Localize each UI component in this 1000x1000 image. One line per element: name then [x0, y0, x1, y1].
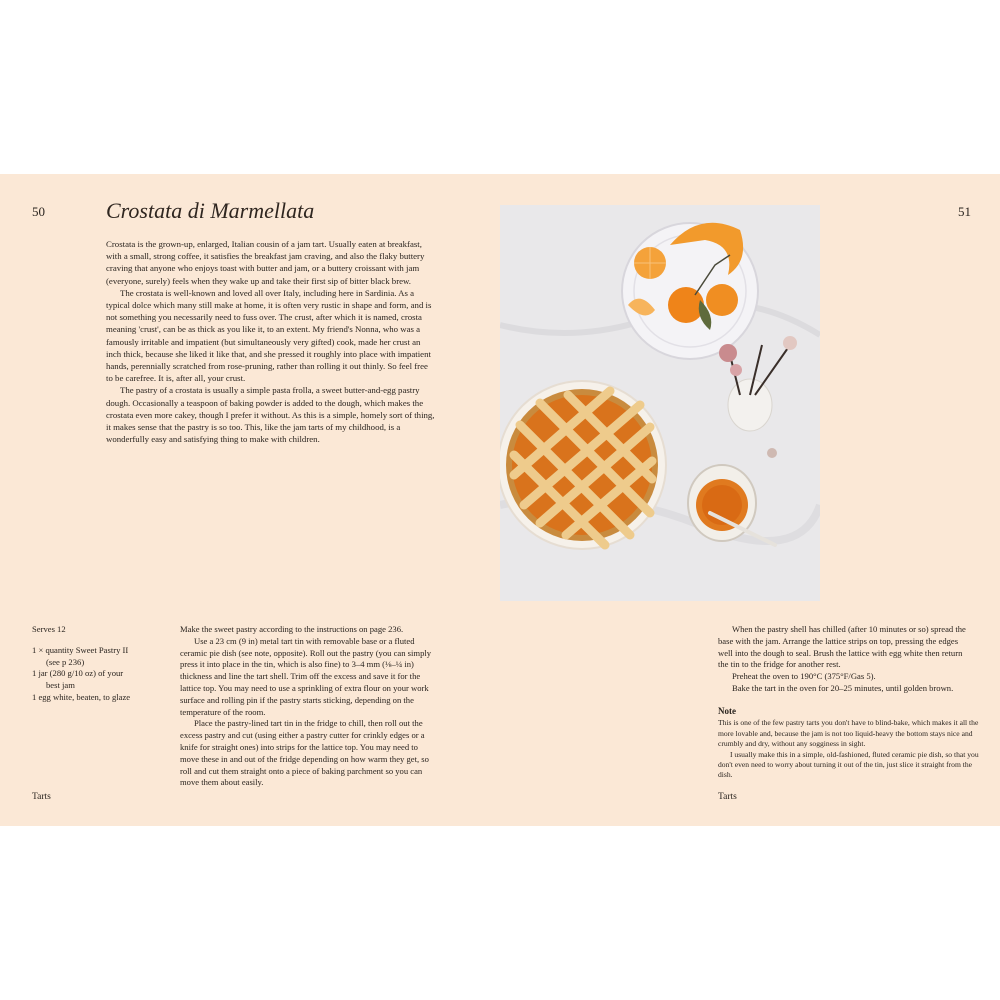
method-step: Place the pastry-lined tart tin in the fridge to chill, then roll out the excess pastry and cut (using either a pastry cutter for crinkly edges or a knife for straight ones) into strips for the lattice top. You may need to move these in and out of the fridge depending on how warm they get, so roll and cut them straight onto a piece of baking parchment so you can move them about easily.: [180, 718, 429, 788]
serves-label: Serves 12: [32, 624, 66, 634]
intro-paragraph: The pastry of a crostata is usually a simple pasta frolla, a sweet butter-and-egg pastry dough. Occasionally a teaspoon of baking powder is added to the dough, which makes the crostata even more cakey, though I prefer it without. As this is a simple, homely sort of thing, it makes sense that the pastry is so too. This, like the jam tarts of my childhood, is a wonderfully easy and satisfying thing to make with children.: [106, 385, 435, 445]
method-step: Use a 23 cm (9 in) metal tart tin with removable base or a fluted ceramic pie dish (see note, opposite). Roll out the pastry (you can simply press it into place in the tin, which is also fine) to 3–4 mm (⅛–¼ in) thickness and line the tart shell. Trim off the excess and save it for the lattice top. You may need to use a sprinkling of extra flour on your work surface and rolling pin if the pastry starts sticking, depending on the temperature of the room.: [180, 635, 432, 717]
intro-paragraph: Crostata is the grown-up, enlarged, Italian cousin of a jam tart. Usually eaten at breakfast, with a small, strong coffee, it satisfies the breakfast jam craving, and also the flaky buttery craving that anyone who enjoys toast with butter and jam, or a buttery croissant with jam (everyone, surely) feels when they wake up and take their first sip of bitter black brew.: [106, 239, 425, 286]
method-step: Preheat the oven to 190°C (375°F/Gas 5).: [732, 671, 876, 682]
ingredient-item: 1 jar (280 g/10 oz) of your best jam: [32, 668, 124, 691]
tangerine-plate: [622, 223, 758, 359]
tart-photo: [500, 205, 820, 601]
method-step: Make the sweet pastry according to the instructions on page 236.: [180, 624, 404, 634]
note-paragraph: I usually make this in a simple, old-fashioned, fluted ceramic pie dish, so that you don't even need to worry about turning it out of the tin, just slice it straight from the dish.: [718, 749, 979, 780]
note-block: [718, 706, 980, 781]
right-footer: Tarts: [718, 792, 737, 802]
ingredient-item: 1 × quantity Sweet Pastry II (see p 236): [32, 644, 129, 667]
recipe-title: Crostata di Marmellata: [106, 198, 315, 223]
left-page-number: 50: [32, 204, 45, 219]
method-step: Bake the tart in the oven for 20–25 minutes, until golden brown.: [732, 682, 954, 693]
note-paragraph: This is one of the few pastry tarts you don't have to blind-bake, which makes it all the more lovable and, because the jam is not too liquid-heavy the bottom stays nice and crumbly and dry, without any sogginess in sight.: [718, 718, 979, 749]
method-left: [180, 624, 432, 789]
intro-paragraph: The crostata is well-known and loved all over Italy, including here in Sardinia. As a typical dolce which many still make at home, it is often very rustic in shape and form, and is not something you necessarily need to fuss over. The crust, after which it is named, crosta meaning 'crust', can be as thick as you like it, to an extent. My friend's Nonna, who was a famously irritable and impatient (but simultaneously very gifted) cook, made her crust an inch thick, because she liked it like that, and she pressed it roughly into place with impatient hands, perennially scratched from rose-pruning, rather than rolling it out thinly. So feel free to be carefree. It is, after all, your crust.: [106, 287, 432, 384]
method-step: When the pastry shell has chilled (after 10 minutes or so) spread the base with the jam. Arrange the lattice strips on top, pressing the edges well into the dough to seal. Brush the lattice with egg white then return the tin to the fridge for another rest.: [718, 624, 966, 670]
crostata-tart: [500, 381, 666, 549]
tart-photo-illustration: [500, 205, 820, 601]
ingredient-item: 1 egg white, beaten, to glaze: [32, 691, 131, 702]
note-heading: Note: [718, 706, 736, 716]
right-page-number: 51: [958, 204, 971, 219]
intro-text: [106, 238, 436, 445]
method-right: [718, 624, 968, 695]
ingredients-list: [32, 645, 172, 704]
left-footer: Tarts: [32, 792, 51, 802]
book-spread: [0, 174, 1000, 826]
ingredients-block: [32, 624, 172, 704]
